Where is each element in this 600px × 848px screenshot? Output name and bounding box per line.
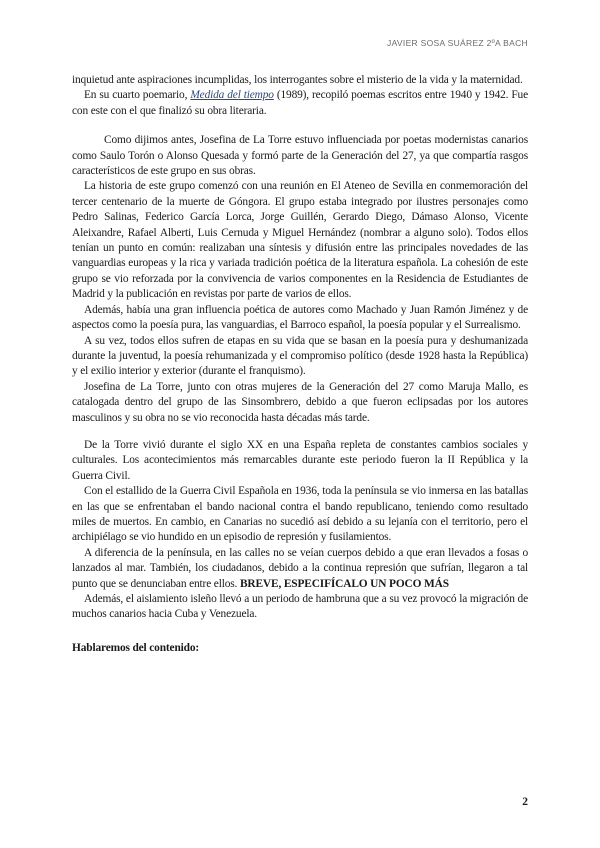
paragraph-sinsombrero: Josefina de La Torre, junto con otras mujeres de la Generación del 27 como Maruja Mallo, es catalogada dentro del grupo de las Sinsombrero, debido a que fueron eclipsadas por los autores masculinos y su obra no se vio reconocida hasta décadas más tarde. <box>72 380 528 424</box>
paragraph-civil-war: Con el estallido de la Guerra Civil Española en 1936, toda la península se vio inmersa en las batallas en las que se enfrentaban el bando nacional contra el bando republicano, teniendo como resultado miles de muertos. En cambio, en Canarias no sucedió así debido a su lejanía con el territorio, pero el archipiélago se vio hundido en un episodio de represión y fusilamientos. <box>72 485 528 544</box>
paragraph-repression <box>72 546 528 592</box>
book-title-link[interactable]: Medida del tiempo <box>190 89 274 102</box>
paragraph-twentieth-century: De la Torre vivió durante el siglo XX en una España repleta de constantes cambios sociales y culturales. Los acontecimientos más remarcables durante este periodo fueron la II República y la Guerra Civil. <box>72 438 528 482</box>
page-number: 2 <box>522 796 528 808</box>
document-body <box>72 73 528 656</box>
paragraph-generation-27-history: La historia de este grupo comenzó con una reunión en El Ateneo de Sevilla en conmemoración del tercer centenario de la muerte de Góngora. El grupo estaba integrado por ilustres personajes como Pedro Salinas, Federico García Lorca, Jorge Guillén, Gerardo Diego, Dámaso Alonso, Vicente Aleixandre, Rafael Alberti, Luis Cernuda y Miguel Hernández (nombrar a alguno solo). Todos ellos tenían un punto en común: realizaban una síntesis y difusión entre las principales novedades de las vanguardias europeas y la rica y variada tradición poética de la literatura española. La cohesión de este grupo se vio reforzada por la convivencia de varios componentes en la Residencia de Estudiantes de Madrid y la publicación en revistas por parte de varios de ellos. <box>72 180 528 301</box>
page-header: JAVIER SOSA SUÁREZ 2ºA BACH <box>387 38 528 48</box>
paragraph-influences: Como dijimos antes, Josefina de La Torre estuvo influenciada por poetas modernistas canarios como Saulo Torón o Alonso Quesada y formó parte de la Generación del 27, ya que compartía rasgos característicos de este grupo en sus obras. <box>72 134 528 178</box>
paragraph-famine: Además, el aislamiento isleño llevó a un periodo de hambruna que a su vez provocó la migración de muchos canarios hacia Cuba y Venezuela. <box>72 593 528 621</box>
paragraph-fourth-poemario <box>72 88 528 119</box>
paragraph-text: En su cuarto poemario, <box>84 89 191 102</box>
section-heading: Hablaremos del contenido: <box>72 641 200 654</box>
paragraph-poetic-influence: Además, había una gran influencia poética de autores como Machado y Juan Ramón Jiménez y de aspectos como la poesía pura, las vanguardias, el Barroco español, la poesía popular y el Surrealismo. <box>72 303 528 332</box>
review-comment: BREVE, ESPECIFÍCALO UN POCO MÁS <box>239 577 449 590</box>
paragraph-stages: A su vez, todos ellos sufren de etapas en su vida que se basan en la poesía pura y deshumanizada durante la juventud, la poesía rehumanizada y el compromiso político (desde 1928 hasta la República) y el exilio interior y exterior (durante el franquismo). <box>72 334 528 378</box>
paragraph-maternity: inquietud ante aspiraciones incumplidas, los interrogantes sobre el misterio de la vida y la maternidad. <box>72 74 523 86</box>
paragraph-text: A diferencia de la península, en las calles no se veían cuerpos debido a que eran llevados a fosas o lanzados al mar. También, los ciudadanos, debido a la continua represión que sufrían, llegaron a tal punto que se denunciaban entre ellos. <box>72 546 528 590</box>
paragraph-text: (1989), recopiló poemas escritos entre 1940 y 1942. Fue con este con el que finalizó su obra literaria. <box>72 89 529 117</box>
